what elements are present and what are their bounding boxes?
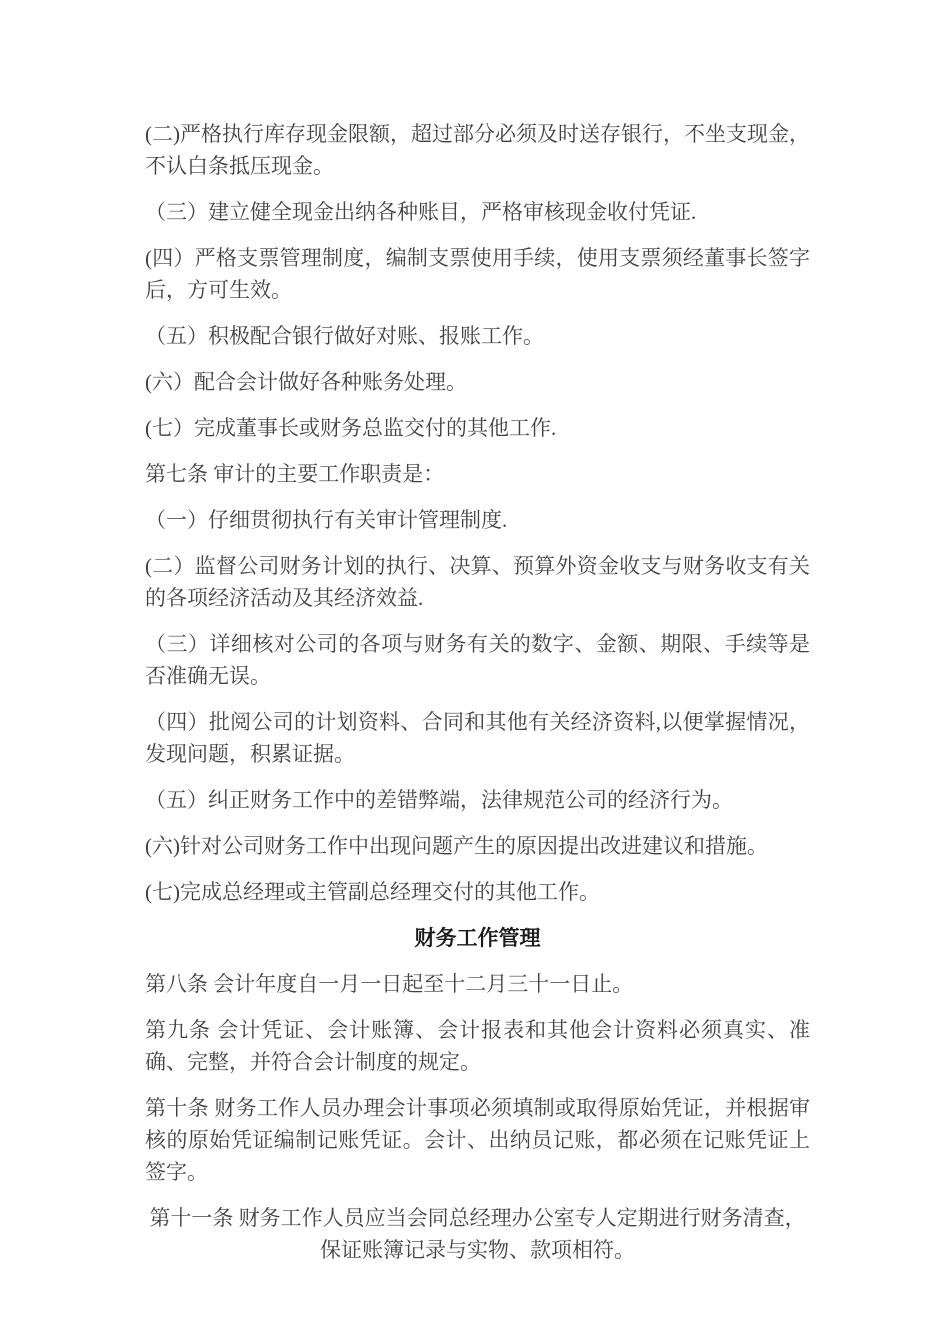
paragraph-audit-item-5: （五）纠正财务工作中的差错弊端，法律规范公司的经济行为。 (145, 788, 733, 812)
paragraph-item-5-bank-reconciliation: （五）积极配合银行做好对账、报账工作。 (145, 324, 544, 348)
section-heading-financial-work-management: 财务工作管理 (414, 926, 541, 950)
paragraph-article-10: 第十条 财务工作人员办理会计事项必须填制或取得原始凭证，并根据审核的原始凭证编制记账凭证。会计、出纳员记账，都必须在记账凭证上签字。 (145, 1096, 810, 1184)
paragraph-article-8: 第八条 会计年度自一月一日起至十二月三十一日止。 (145, 972, 634, 996)
paragraph-item-4-cheque-management: (四）严格支票管理制度，编制支票使用手续，使用支票须经董事长签字后，方可生效。 (145, 246, 810, 302)
paragraph-audit-item-3: （三）详细核对公司的各项与财务有关的数字、金额、期限、手续等是否准确无误。 (145, 632, 810, 688)
paragraph-audit-item-1: （一）仔细贯彻执行有关审计管理制度. (145, 508, 508, 532)
paragraph-audit-item-7: (七)完成总经理或主管副总经理交付的其他工作。 (145, 880, 600, 904)
paragraph-item-2-cash-limit: (二)严格执行库存现金限额，超过部分必须及时送存银行，不坐支现金，不认白条抵压现金。 (145, 122, 810, 178)
paragraph-article-11: 第十一条 财务工作人员应当会同总经理办公室专人定期进行财务清查，保证账簿记录与实物、款项相符。 (149, 1206, 806, 1262)
paragraph-audit-item-6: (六)针对公司财务工作中出现问题产生的原因提出改进建议和措施。 (145, 834, 768, 858)
paragraph-item-6-assist-accounting: (六）配合会计做好各种账务处理。 (145, 370, 467, 394)
paragraph-audit-item-4: （四）批阅公司的计划资料、合同和其他有关经济资料,以便掌握情况，发现问题，积累证据。 (145, 710, 810, 766)
paragraph-item-7-other-tasks: (七）完成董事长或财务总监交付的其他工作. (145, 416, 557, 440)
paragraph-article-7: 第七条 审计的主要工作职责是： (145, 462, 445, 486)
paragraph-article-9: 第九条 会计凭证、会计账簿、会计报表和其他会计资料必须真实、准确、完整，并符合会计制度的规定。 (145, 1018, 810, 1074)
paragraph-item-3-cash-accounts: （三）建立健全现金出纳各种账目，严格审核现金收付凭证. (145, 200, 697, 224)
paragraph-audit-item-2: (二）监督公司财务计划的执行、决算、预算外资金收支与财务收支有关的各项经济活动及其经济效益. (145, 554, 810, 610)
